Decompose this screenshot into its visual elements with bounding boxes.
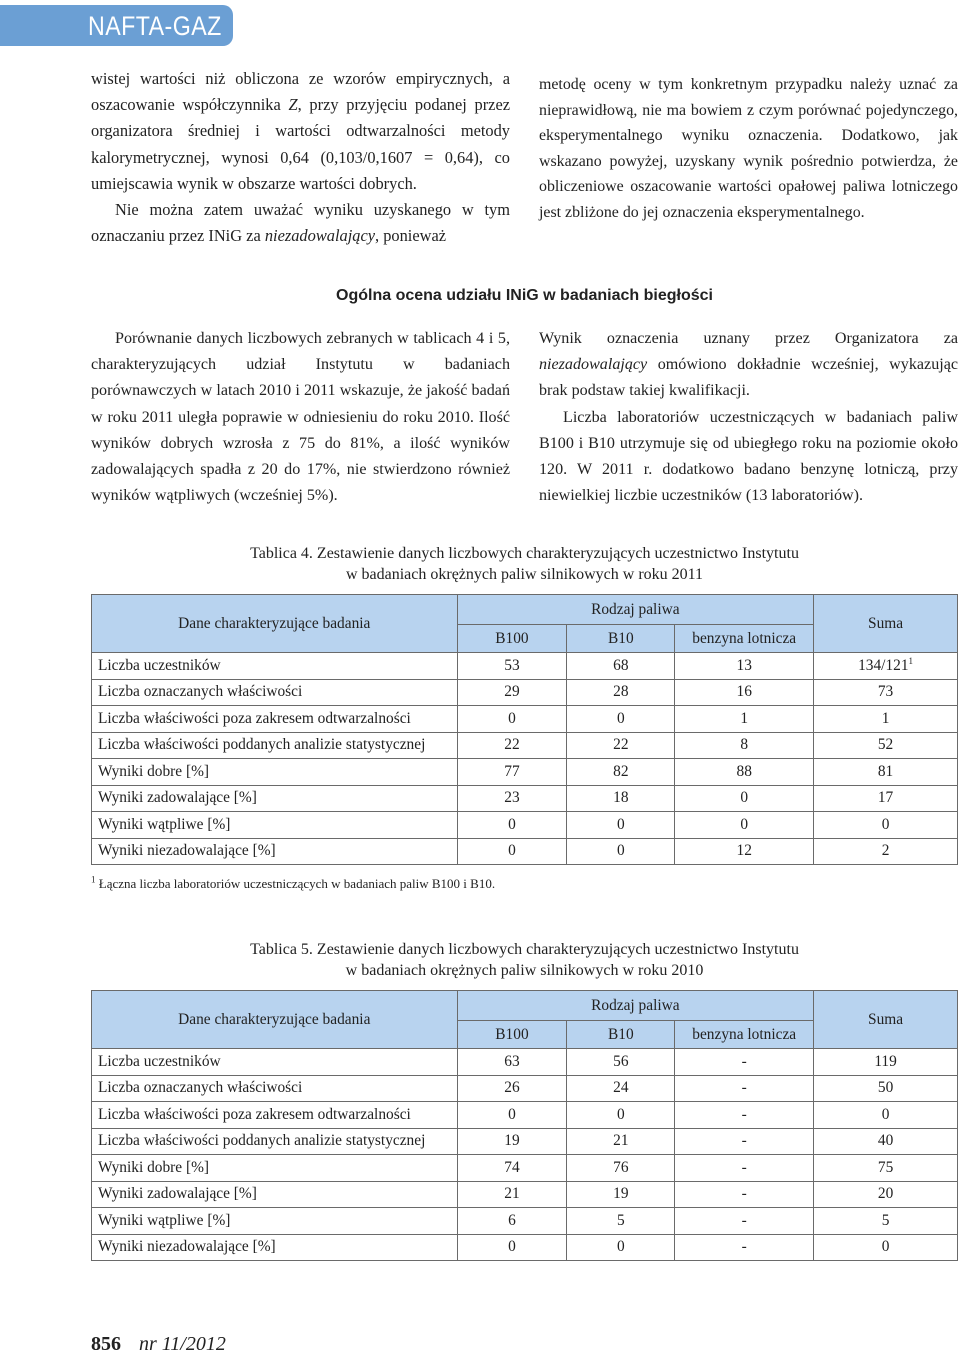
table-cell: 26 bbox=[457, 1075, 567, 1102]
table-cell: 0 bbox=[457, 838, 567, 865]
row-label: Liczba uczestników bbox=[92, 653, 458, 680]
table-cell: 6 bbox=[457, 1208, 567, 1235]
table-cell: 21 bbox=[567, 1128, 675, 1155]
row-label: Wyniki dobre [%] bbox=[92, 1155, 458, 1182]
row-label: Wyniki zadowalające [%] bbox=[92, 785, 458, 812]
table-cell: 13 bbox=[675, 653, 814, 680]
section-heading: Ogólna ocena udziału INiG w badaniach biegłości bbox=[336, 287, 713, 304]
column-left-bottom bbox=[91, 326, 510, 509]
table-head-group: Rodzaj paliwa bbox=[457, 991, 814, 1021]
row-label: Liczba uczestników bbox=[92, 1049, 458, 1076]
table-head-sum: Suma bbox=[814, 991, 958, 1049]
table-cell: 28 bbox=[567, 679, 675, 706]
table-cell: 88 bbox=[675, 759, 814, 786]
sum-cell: 40 bbox=[814, 1128, 958, 1155]
row-label: Liczba oznaczanych właściwości bbox=[92, 1075, 458, 1102]
table-head-group: Rodzaj paliwa bbox=[457, 595, 814, 625]
sum-cell: 75 bbox=[814, 1155, 958, 1182]
table4-footnote: $^1$ Łączna liczba laboratoriów uczestniczących w badaniach paliw B100 i B10. bbox=[91, 874, 496, 891]
table-cell: 68 bbox=[567, 653, 675, 680]
journal-header-tab bbox=[0, 5, 233, 46]
row-label: Wyniki wątpliwe [%] bbox=[92, 812, 458, 839]
table-cell: 0 bbox=[567, 812, 675, 839]
paragraph: wistej wartości niż obliczona ze wzorów empirycznych, a oszacowanie współczynnika Z, przy przyjęciu podanej przez organizatora średniej i wartości odtwarzalności metody kalorymetrycznej, wynosi 0,64 (0,103/0,1607 = 0,64), co umiejscawia wynik w obszarze wartości dobrych. bbox=[91, 69, 511, 193]
column-right-bottom bbox=[539, 326, 958, 509]
table-head-sum: Suma bbox=[814, 595, 958, 653]
table-subhead: benzyna lotnicza bbox=[675, 1021, 814, 1049]
table-cell: 22 bbox=[457, 732, 567, 759]
footnote-mark: 1 bbox=[908, 655, 914, 666]
table-cell: 0 bbox=[567, 706, 675, 733]
row-label: Wyniki niezadowalające [%] bbox=[92, 838, 458, 865]
sum-cell: 2 bbox=[814, 838, 958, 865]
table-cell: - bbox=[675, 1128, 814, 1155]
table-row bbox=[92, 1075, 958, 1102]
table-row bbox=[92, 679, 958, 706]
table-cell: 56 bbox=[567, 1049, 675, 1076]
row-label: Liczba właściwości poza zakresem odtwarzalności bbox=[92, 1102, 458, 1129]
table-cell: 0 bbox=[457, 706, 567, 733]
table-cell: 23 bbox=[457, 785, 567, 812]
table-row bbox=[92, 1234, 958, 1261]
table-cell: 21 bbox=[457, 1181, 567, 1208]
table-head-label: Dane charakteryzujące badania bbox=[92, 991, 458, 1049]
table-cell: - bbox=[675, 1181, 814, 1208]
sum-cell: 1 bbox=[814, 706, 958, 733]
table-subhead: B10 bbox=[567, 1021, 675, 1049]
table5-caption: Tablica 5. Zestawienie danych liczbowych charakteryzujących uczestnictwo Instytutu w badaniach okrężnych paliw silnikowych w roku 2010 bbox=[250, 941, 799, 979]
table-row bbox=[92, 785, 958, 812]
table-cell: 19 bbox=[457, 1128, 567, 1155]
table-cell: 16 bbox=[675, 679, 814, 706]
column-right-top bbox=[539, 72, 958, 225]
table-row bbox=[92, 812, 958, 839]
table-cell: - bbox=[675, 1208, 814, 1235]
table-subhead: B100 bbox=[457, 1021, 567, 1049]
table-row bbox=[92, 1208, 958, 1235]
page-number: 856 bbox=[91, 1333, 121, 1355]
sum-cell: 5 bbox=[814, 1208, 958, 1235]
table-row bbox=[92, 1102, 958, 1129]
table-cell: 12 bbox=[675, 838, 814, 865]
sum-cell: 17 bbox=[814, 785, 958, 812]
row-label: Liczba oznaczanych właściwości bbox=[92, 679, 458, 706]
table-cell: 29 bbox=[457, 679, 567, 706]
sum-cell: 119 bbox=[814, 1049, 958, 1076]
table-row bbox=[92, 653, 958, 680]
paragraph: Liczba laboratoriów uczestniczących w badaniach paliw B100 i B10 utrzymuje się od ubiegłego roku na poziomie około 120. W 2011 r. dodatkowo badano benzynę lotniczą, przy niewielkiej liczbie uczestników (13 laboratoriów). bbox=[539, 408, 958, 505]
table-row bbox=[92, 1049, 958, 1076]
row-label: Liczba właściwości poza zakresem odtwarzalności bbox=[92, 706, 458, 733]
table-row bbox=[92, 732, 958, 759]
table-cell: 82 bbox=[567, 759, 675, 786]
table-cell: - bbox=[675, 1075, 814, 1102]
table-cell: 5 bbox=[567, 1208, 675, 1235]
table-row bbox=[92, 1181, 958, 1208]
table-cell: 76 bbox=[567, 1155, 675, 1182]
table-row bbox=[92, 1155, 958, 1182]
table-cell: 53 bbox=[457, 653, 567, 680]
row-label: Wyniki wątpliwe [%] bbox=[92, 1208, 458, 1235]
table-cell: 0 bbox=[457, 1102, 567, 1129]
table-cell: 0 bbox=[567, 1234, 675, 1261]
paragraph: metodę oceny w tym konkretnym przypadku należy uznać za nieprawidłową, nie ma bowiem z czym porównać pojedynczego, eksperymentalnego wyniku oznaczenia. Dodatkowo, jak wskazano powyżej, uzyskany wynik pośrednio potwierdza, że obliczeniowe oszacowanie wartości opałowej paliwa lotniczego jest zbliżone do jej oznaczenia eksperymentalnego. bbox=[539, 76, 958, 221]
page-footer bbox=[91, 1333, 226, 1356]
sum-cell: 0 bbox=[814, 812, 958, 839]
row-label: Liczba właściwości poddanych analizie statystycznej bbox=[92, 1128, 458, 1155]
sum-cell: 0 bbox=[814, 1234, 958, 1261]
table-cell: - bbox=[675, 1155, 814, 1182]
table-cell: - bbox=[675, 1102, 814, 1129]
table-row bbox=[92, 838, 958, 865]
table-cell: 1 bbox=[675, 706, 814, 733]
paragraph: Nie można zatem uważać wyniku uzyskanego w tym oznaczaniu przez INiG za niezadowalający, ponieważ bbox=[91, 200, 510, 246]
issue-number: nr 11/2012 bbox=[139, 1333, 226, 1355]
table-row bbox=[92, 706, 958, 733]
table-cell: 22 bbox=[567, 732, 675, 759]
table-subhead: B10 bbox=[567, 625, 675, 653]
table-row bbox=[92, 1128, 958, 1155]
table-cell: 8 bbox=[675, 732, 814, 759]
table-cell: 63 bbox=[457, 1049, 567, 1076]
table5 bbox=[91, 990, 958, 1261]
table-cell: 0 bbox=[457, 812, 567, 839]
row-label: Wyniki niezadowalające [%] bbox=[92, 1234, 458, 1261]
paragraph: Wynik oznaczenia uznany przez Organizatora za niezadowalający omówiono dokładnie wcześniej, wykazując brak podstaw takiej kwalifikacji. bbox=[539, 330, 958, 400]
table-cell: 0 bbox=[567, 1102, 675, 1129]
row-label: Wyniki dobre [%] bbox=[92, 759, 458, 786]
table4 bbox=[91, 594, 958, 865]
table-row bbox=[92, 759, 958, 786]
table-cell: 0 bbox=[675, 812, 814, 839]
journal-title: NAFTA-GAZ bbox=[88, 11, 222, 41]
table-subhead: benzyna lotnicza bbox=[675, 625, 814, 653]
table-subhead: B100 bbox=[457, 625, 567, 653]
sum-cell: 81 bbox=[814, 759, 958, 786]
table-cell: 0 bbox=[675, 785, 814, 812]
sum-cell: 73 bbox=[814, 679, 958, 706]
table-cell: 74 bbox=[457, 1155, 567, 1182]
sum-cell: 52 bbox=[814, 732, 958, 759]
table-cell: 24 bbox=[567, 1075, 675, 1102]
table-head-label: Dane charakteryzujące badania bbox=[92, 595, 458, 653]
table-cell: 19 bbox=[567, 1181, 675, 1208]
row-label: Wyniki zadowalające [%] bbox=[92, 1181, 458, 1208]
sum-cell: 50 bbox=[814, 1075, 958, 1102]
table-cell: 18 bbox=[567, 785, 675, 812]
table-cell: 0 bbox=[567, 838, 675, 865]
table-cell: 0 bbox=[457, 1234, 567, 1261]
row-label: Liczba właściwości poddanych analizie statystycznej bbox=[92, 732, 458, 759]
sum-cell: $134/121^1$ bbox=[814, 653, 958, 680]
table-cell: - bbox=[675, 1234, 814, 1261]
table4-caption: Tablica 4. Zestawienie danych liczbowych charakteryzujących uczestnictwo Instytutu w badaniach okrężnych paliw silnikowych w roku 2011 bbox=[250, 545, 799, 583]
sum-cell: 0 bbox=[814, 1102, 958, 1129]
table-cell: 77 bbox=[457, 759, 567, 786]
table-cell: - bbox=[675, 1049, 814, 1076]
sum-cell: 20 bbox=[814, 1181, 958, 1208]
column-left-top bbox=[91, 66, 510, 249]
paragraph: Porównanie danych liczbowych zebranych w tablicach 4 i 5, charakteryzujących udział Instytutu w badaniach porównawczych w latach 2010 i 2011 wskazuje, że jakość badań w roku 2011 uległa poprawie w odniesieniu do roku 2010. Ilość wyników dobrych wzrosła z 75 do 81%, a ilość wyników zadowalających spadła z 20 do 17%, nie stwierdzono również wyników wątpliwych (wcześniej 5%). bbox=[91, 330, 510, 505]
